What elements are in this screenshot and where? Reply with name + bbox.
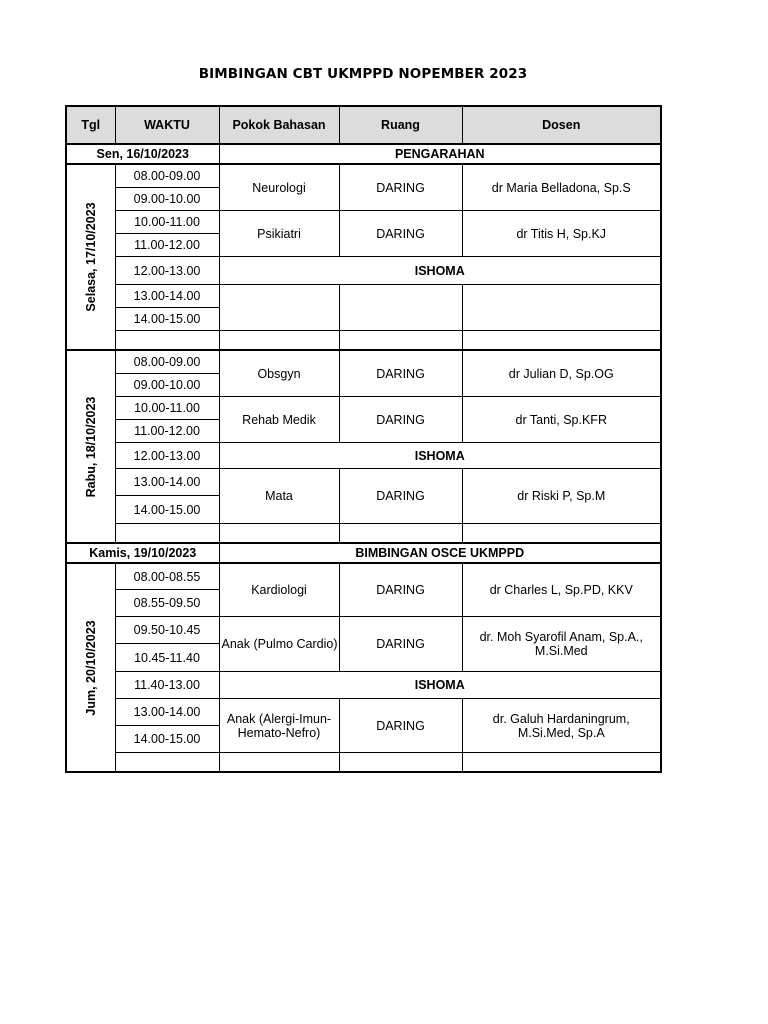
note-cell: BIMBINGAN OSCE UKMPPD [219,543,661,563]
day-label: Rabu, 18/10/2023 [66,350,115,543]
room-cell: DARING [339,563,462,617]
topic-line: Anak (Alergi-Imun- [226,711,332,726]
room-cell [339,753,462,773]
date-cell: Kamis, 19/10/2023 [66,543,219,563]
day-label: Jum, 20/10/2023 [66,563,115,772]
topic-cell [219,699,339,753]
table-row [66,257,661,285]
header-waktu: WAKTU [115,106,219,144]
room-cell: DARING [339,617,462,672]
lecturer-line: M.Si.Med, Sp.A [517,725,605,740]
topic-line: Hemato-Nefro) [237,725,321,740]
header-tgl: Tgl [66,106,115,144]
lecturer-line: dr. Moh Syarofil Anam, Sp.A., [479,630,643,644]
time-cell: 14.00-15.00 [115,496,219,524]
topic-cell: Kardiologi [219,563,339,617]
lecturer-cell: dr Maria Belladona, Sp.S [462,164,661,211]
room-cell [339,331,462,351]
room-cell: DARING [339,699,462,753]
time-cell: 10.45-11.40 [115,644,219,672]
lecturer-cell [462,524,661,544]
header-row [66,106,661,144]
time-cell: 09.50-10.45 [115,617,219,644]
table-row [66,144,661,164]
lecturer-cell: dr Riski P, Sp.M [462,469,661,524]
time-cell: 08.55-09.50 [115,590,219,617]
room-cell: DARING [339,350,462,397]
time-cell: 09.00-10.00 [115,188,219,211]
table-row [66,617,661,644]
page-title: BIMBINGAN CBT UKMPPD NOPEMBER 2023 [198,66,528,82]
time-cell: 08.00-08.55 [115,563,219,590]
lecturer-cell: dr Julian D, Sp.OG [462,350,661,397]
lecturer-cell [462,753,661,773]
time-cell: 12.00-13.00 [115,443,219,469]
time-cell: 13.00-14.00 [115,469,219,496]
topic-cell: Anak (Pulmo Cardio) [219,617,339,672]
table-row [66,285,661,308]
lecturer-line: dr. Galuh Hardaningrum, [492,711,630,726]
date-cell: Sen, 16/10/2023 [66,144,219,164]
time-cell: 13.00-14.00 [115,285,219,308]
time-cell: 13.00-14.00 [115,699,219,726]
time-cell: 14.00-15.00 [115,308,219,331]
day-label: Selasa, 17/10/2023 [66,164,115,350]
table-row [66,211,661,234]
time-cell [115,753,219,773]
time-cell: 08.00-09.00 [115,350,219,374]
lecturer-cell: dr Titis H, Sp.KJ [462,211,661,257]
time-cell: 11.00-12.00 [115,234,219,257]
lecturer-cell: dr Tanti, Sp.KFR [462,397,661,443]
table-row [66,543,661,563]
time-cell: 09.00-10.00 [115,374,219,397]
break-cell: ISHOMA [219,672,661,699]
table-row [66,672,661,699]
time-cell: 11.00-12.00 [115,420,219,443]
room-cell [339,524,462,544]
table-row [66,469,661,496]
time-cell [115,331,219,351]
topic-cell: Neurologi [219,164,339,211]
header-pokok-bahasan: Pokok Bahasan [219,106,339,144]
table-row [66,164,661,188]
topic-cell [219,331,339,351]
lecturer-line: M.Si.Med [534,644,588,658]
lecturer-cell [462,699,661,753]
table-row [66,753,661,773]
table-row [66,443,661,469]
break-cell: ISHOMA [219,257,661,285]
topic-cell [219,524,339,544]
lecturer-cell [462,617,661,672]
topic-cell [219,753,339,773]
topic-cell: Obsgyn [219,350,339,397]
topic-cell: Psikiatri [219,211,339,257]
topic-cell: Rehab Medik [219,397,339,443]
table-row [66,699,661,726]
table-row [66,397,661,420]
table-row [66,350,661,374]
table-row [66,563,661,590]
topic-cell: Mata [219,469,339,524]
room-cell: DARING [339,211,462,257]
room-cell: DARING [339,397,462,443]
lecturer-cell [462,285,661,331]
room-cell: DARING [339,469,462,524]
time-cell: 10.00-11.00 [115,211,219,234]
time-cell: 11.40-13.00 [115,672,219,699]
lecturer-cell: dr Charles L, Sp.PD, KKV [462,563,661,617]
time-cell: 12.00-13.00 [115,257,219,285]
header-dosen: Dosen [462,106,661,144]
time-cell: 08.00-09.00 [115,164,219,188]
topic-cell [219,285,339,331]
time-cell [115,524,219,544]
break-cell: ISHOMA [219,443,661,469]
header-ruang: Ruang [339,106,462,144]
schedule-table [65,105,662,773]
lecturer-cell [462,331,661,351]
table-row [66,331,661,351]
table-row [66,524,661,544]
room-cell: DARING [339,164,462,211]
time-cell: 14.00-15.00 [115,726,219,753]
note-cell: PENGARAHAN [219,144,661,164]
time-cell: 10.00-11.00 [115,397,219,420]
room-cell [339,285,462,331]
